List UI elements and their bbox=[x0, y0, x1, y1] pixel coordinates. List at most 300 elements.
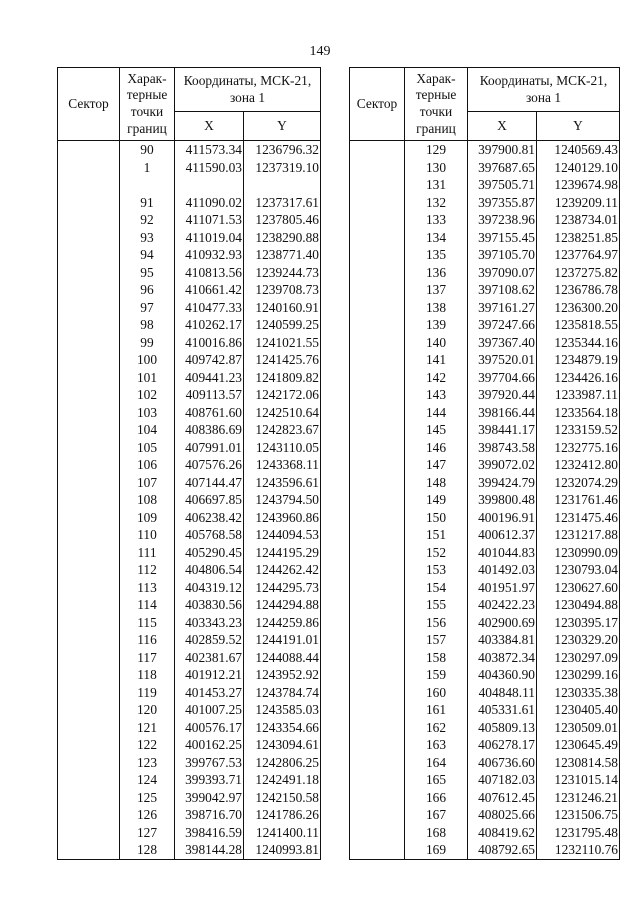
point-number: 121 bbox=[120, 719, 175, 737]
y-coordinate: 1231506.75 bbox=[537, 806, 620, 824]
table-row bbox=[58, 351, 321, 369]
sector-cell bbox=[58, 351, 120, 369]
x-coordinate: 410661.42 bbox=[175, 281, 244, 299]
x-coordinate: 407612.45 bbox=[468, 789, 537, 807]
table-row bbox=[58, 439, 321, 457]
sector-cell bbox=[350, 596, 405, 614]
table-row bbox=[350, 701, 620, 719]
point-number bbox=[120, 176, 175, 194]
y-coordinate: 1234426.16 bbox=[537, 369, 620, 387]
header-y: Y bbox=[537, 112, 620, 141]
sector-cell bbox=[58, 579, 120, 597]
point-number: 141 bbox=[405, 351, 468, 369]
x-coordinate: 399767.53 bbox=[175, 754, 244, 772]
x-coordinate: 408386.69 bbox=[175, 421, 244, 439]
y-coordinate: 1238290.88 bbox=[244, 229, 321, 247]
table-row bbox=[350, 579, 620, 597]
sector-cell bbox=[350, 544, 405, 562]
x-coordinate: 397105.70 bbox=[468, 246, 537, 264]
x-coordinate: 399072.02 bbox=[468, 456, 537, 474]
sector-cell bbox=[350, 701, 405, 719]
point-number: 113 bbox=[120, 579, 175, 597]
sector-cell bbox=[58, 631, 120, 649]
point-number: 99 bbox=[120, 334, 175, 352]
point-number: 125 bbox=[120, 789, 175, 807]
table-row bbox=[350, 841, 620, 859]
table-row bbox=[350, 614, 620, 632]
sector-cell bbox=[58, 719, 120, 737]
point-number: 1 bbox=[120, 159, 175, 177]
table-row bbox=[350, 246, 620, 264]
sector-cell bbox=[350, 281, 405, 299]
x-coordinate: 401492.03 bbox=[468, 561, 537, 579]
table-row bbox=[58, 491, 321, 509]
point-number: 162 bbox=[405, 719, 468, 737]
sector-cell bbox=[350, 666, 405, 684]
x-coordinate: 408419.62 bbox=[468, 824, 537, 842]
x-coordinate: 408761.60 bbox=[175, 404, 244, 422]
x-coordinate: 398716.70 bbox=[175, 806, 244, 824]
point-number: 131 bbox=[405, 176, 468, 194]
x-coordinate: 398441.17 bbox=[468, 421, 537, 439]
sector-cell bbox=[350, 421, 405, 439]
table-row bbox=[58, 561, 321, 579]
y-coordinate: 1231015.14 bbox=[537, 771, 620, 789]
x-coordinate: 397704.66 bbox=[468, 369, 537, 387]
table-row bbox=[350, 596, 620, 614]
table-row bbox=[350, 754, 620, 772]
point-number: 128 bbox=[120, 841, 175, 859]
table-row bbox=[58, 404, 321, 422]
point-number: 139 bbox=[405, 316, 468, 334]
y-coordinate: 1242150.58 bbox=[244, 789, 321, 807]
x-coordinate: 408792.65 bbox=[468, 841, 537, 859]
x-coordinate: 407182.03 bbox=[468, 771, 537, 789]
header-sector: Сектор bbox=[58, 68, 120, 141]
y-coordinate: 1232110.76 bbox=[537, 841, 620, 859]
x-coordinate: 406697.85 bbox=[175, 491, 244, 509]
x-coordinate: 397687.65 bbox=[468, 159, 537, 177]
table-row bbox=[58, 456, 321, 474]
table-row bbox=[58, 579, 321, 597]
table-row bbox=[58, 176, 321, 194]
sector-cell bbox=[58, 159, 120, 177]
point-number: 143 bbox=[405, 386, 468, 404]
table-row bbox=[58, 684, 321, 702]
sector-cell bbox=[350, 439, 405, 457]
sector-cell bbox=[58, 299, 120, 317]
sector-cell bbox=[350, 404, 405, 422]
y-coordinate: 1243960.86 bbox=[244, 509, 321, 527]
table-row bbox=[58, 194, 321, 212]
y-coordinate: 1237805.46 bbox=[244, 211, 321, 229]
point-number: 133 bbox=[405, 211, 468, 229]
sector-cell bbox=[350, 736, 405, 754]
y-coordinate: 1239244.73 bbox=[244, 264, 321, 282]
table-row bbox=[58, 701, 321, 719]
x-coordinate: 410477.33 bbox=[175, 299, 244, 317]
sector-cell bbox=[350, 386, 405, 404]
table-row bbox=[350, 736, 620, 754]
y-coordinate: 1233987.11 bbox=[537, 386, 620, 404]
x-coordinate: 404360.90 bbox=[468, 666, 537, 684]
y-coordinate: 1244262.42 bbox=[244, 561, 321, 579]
point-number: 111 bbox=[120, 544, 175, 562]
table-row bbox=[58, 334, 321, 352]
point-number: 115 bbox=[120, 614, 175, 632]
table-row bbox=[58, 736, 321, 754]
table-row bbox=[58, 754, 321, 772]
point-number: 98 bbox=[120, 316, 175, 334]
x-coordinate: 403872.34 bbox=[468, 649, 537, 667]
sector-cell bbox=[350, 561, 405, 579]
point-number: 132 bbox=[405, 194, 468, 212]
sector-cell bbox=[58, 841, 120, 859]
x-coordinate: 397367.40 bbox=[468, 334, 537, 352]
y-coordinate: 1240993.81 bbox=[244, 841, 321, 859]
point-number: 148 bbox=[405, 474, 468, 492]
header-point: Харак-терные точки границ bbox=[120, 68, 175, 141]
point-number: 134 bbox=[405, 229, 468, 247]
sector-cell bbox=[350, 649, 405, 667]
sector-cell bbox=[350, 491, 405, 509]
sector-cell bbox=[350, 719, 405, 737]
point-number: 152 bbox=[405, 544, 468, 562]
y-coordinate: 1231217.88 bbox=[537, 526, 620, 544]
table-row bbox=[350, 684, 620, 702]
point-number: 135 bbox=[405, 246, 468, 264]
sector-cell bbox=[350, 631, 405, 649]
x-coordinate: 403830.56 bbox=[175, 596, 244, 614]
point-number: 167 bbox=[405, 806, 468, 824]
sector-cell bbox=[58, 509, 120, 527]
x-coordinate: 400576.17 bbox=[175, 719, 244, 737]
point-number: 161 bbox=[405, 701, 468, 719]
table-row bbox=[58, 526, 321, 544]
y-coordinate: 1238251.85 bbox=[537, 229, 620, 247]
sector-cell bbox=[58, 334, 120, 352]
sector-cell bbox=[58, 614, 120, 632]
sector-cell bbox=[58, 264, 120, 282]
header-point: Харак-терные точки границ bbox=[405, 68, 468, 141]
sector-cell bbox=[58, 771, 120, 789]
table-row bbox=[58, 281, 321, 299]
table-row bbox=[350, 456, 620, 474]
point-number: 124 bbox=[120, 771, 175, 789]
point-number: 96 bbox=[120, 281, 175, 299]
x-coordinate: 399424.79 bbox=[468, 474, 537, 492]
point-number: 92 bbox=[120, 211, 175, 229]
sector-cell bbox=[58, 789, 120, 807]
page-number: 149 bbox=[309, 44, 331, 59]
table-row bbox=[58, 631, 321, 649]
table-row bbox=[58, 771, 321, 789]
y-coordinate: 1231246.21 bbox=[537, 789, 620, 807]
x-coordinate: 399800.48 bbox=[468, 491, 537, 509]
x-coordinate bbox=[175, 176, 244, 194]
coordinates-table-left bbox=[57, 67, 321, 860]
sector-cell bbox=[350, 614, 405, 632]
table-row bbox=[350, 369, 620, 387]
sector-cell bbox=[58, 596, 120, 614]
y-coordinate: 1238771.40 bbox=[244, 246, 321, 264]
point-number: 105 bbox=[120, 439, 175, 457]
y-coordinate: 1243596.61 bbox=[244, 474, 321, 492]
point-number: 160 bbox=[405, 684, 468, 702]
point-number: 165 bbox=[405, 771, 468, 789]
point-number: 118 bbox=[120, 666, 175, 684]
x-coordinate: 399042.97 bbox=[175, 789, 244, 807]
table-row bbox=[350, 439, 620, 457]
table-row bbox=[58, 141, 321, 159]
sector-cell bbox=[350, 194, 405, 212]
x-coordinate: 405768.58 bbox=[175, 526, 244, 544]
y-coordinate: 1237317.61 bbox=[244, 194, 321, 212]
sector-cell bbox=[350, 509, 405, 527]
table-row bbox=[350, 141, 620, 159]
point-number: 103 bbox=[120, 404, 175, 422]
point-number: 159 bbox=[405, 666, 468, 684]
point-number: 151 bbox=[405, 526, 468, 544]
y-coordinate: 1230990.09 bbox=[537, 544, 620, 562]
y-coordinate: 1230395.17 bbox=[537, 614, 620, 632]
point-number: 102 bbox=[120, 386, 175, 404]
table-row bbox=[350, 789, 620, 807]
x-coordinate: 411573.34 bbox=[175, 141, 244, 159]
point-number: 155 bbox=[405, 596, 468, 614]
table-row bbox=[350, 176, 620, 194]
point-number: 107 bbox=[120, 474, 175, 492]
y-coordinate: 1230329.20 bbox=[537, 631, 620, 649]
x-coordinate: 397355.87 bbox=[468, 194, 537, 212]
y-coordinate: 1230627.60 bbox=[537, 579, 620, 597]
point-number: 157 bbox=[405, 631, 468, 649]
sector-cell bbox=[58, 561, 120, 579]
y-coordinate: 1239708.73 bbox=[244, 281, 321, 299]
x-coordinate: 410262.17 bbox=[175, 316, 244, 334]
sector-cell bbox=[58, 824, 120, 842]
y-coordinate: 1243784.74 bbox=[244, 684, 321, 702]
y-coordinate: 1237764.97 bbox=[537, 246, 620, 264]
header-sector: Сектор bbox=[350, 68, 405, 141]
header-y: Y bbox=[244, 112, 321, 141]
header-coords: Координаты, МСК-21, зона 1 bbox=[468, 68, 620, 112]
y-coordinate: 1232074.29 bbox=[537, 474, 620, 492]
table-row bbox=[350, 771, 620, 789]
x-coordinate: 398416.59 bbox=[175, 824, 244, 842]
sector-cell bbox=[350, 264, 405, 282]
table-row bbox=[350, 824, 620, 842]
sector-cell bbox=[58, 666, 120, 684]
y-coordinate: 1243368.11 bbox=[244, 456, 321, 474]
y-coordinate: 1230814.58 bbox=[537, 754, 620, 772]
sector-cell bbox=[350, 229, 405, 247]
x-coordinate: 402422.23 bbox=[468, 596, 537, 614]
table-row bbox=[58, 719, 321, 737]
x-coordinate: 397238.96 bbox=[468, 211, 537, 229]
y-coordinate: 1243110.05 bbox=[244, 439, 321, 457]
sector-cell bbox=[350, 684, 405, 702]
y-coordinate: 1242510.64 bbox=[244, 404, 321, 422]
point-number: 126 bbox=[120, 806, 175, 824]
y-coordinate: 1235344.16 bbox=[537, 334, 620, 352]
x-coordinate: 397520.01 bbox=[468, 351, 537, 369]
table-row bbox=[350, 229, 620, 247]
point-number: 150 bbox=[405, 509, 468, 527]
table-row bbox=[350, 561, 620, 579]
table-row bbox=[350, 404, 620, 422]
sector-cell bbox=[58, 754, 120, 772]
x-coordinate: 402381.67 bbox=[175, 649, 244, 667]
y-coordinate: 1242806.25 bbox=[244, 754, 321, 772]
table-row bbox=[58, 789, 321, 807]
sector-cell bbox=[58, 736, 120, 754]
point-number: 91 bbox=[120, 194, 175, 212]
point-number: 95 bbox=[120, 264, 175, 282]
point-number: 119 bbox=[120, 684, 175, 702]
table-row bbox=[58, 246, 321, 264]
sector-cell bbox=[350, 789, 405, 807]
table-row bbox=[350, 806, 620, 824]
y-coordinate: 1238734.01 bbox=[537, 211, 620, 229]
x-coordinate: 402859.52 bbox=[175, 631, 244, 649]
y-coordinate: 1236796.32 bbox=[244, 141, 321, 159]
y-coordinate: 1244295.73 bbox=[244, 579, 321, 597]
sector-cell bbox=[350, 211, 405, 229]
x-coordinate: 397247.66 bbox=[468, 316, 537, 334]
sector-cell bbox=[58, 456, 120, 474]
y-coordinate: 1232775.16 bbox=[537, 439, 620, 457]
y-coordinate: 1244094.53 bbox=[244, 526, 321, 544]
point-number: 138 bbox=[405, 299, 468, 317]
point-number: 104 bbox=[120, 421, 175, 439]
point-number: 154 bbox=[405, 579, 468, 597]
point-number: 114 bbox=[120, 596, 175, 614]
table-row bbox=[350, 526, 620, 544]
x-coordinate: 406238.42 bbox=[175, 509, 244, 527]
sector-cell bbox=[350, 526, 405, 544]
sector-cell bbox=[58, 386, 120, 404]
x-coordinate: 411590.03 bbox=[175, 159, 244, 177]
table-row bbox=[350, 159, 620, 177]
x-coordinate: 407576.26 bbox=[175, 456, 244, 474]
x-coordinate: 410932.93 bbox=[175, 246, 244, 264]
table-row bbox=[350, 666, 620, 684]
table-row bbox=[58, 229, 321, 247]
sector-cell bbox=[58, 421, 120, 439]
sector-cell bbox=[350, 824, 405, 842]
table-row bbox=[58, 614, 321, 632]
sector-cell bbox=[58, 701, 120, 719]
sector-cell bbox=[350, 754, 405, 772]
point-number: 137 bbox=[405, 281, 468, 299]
sector-cell bbox=[58, 246, 120, 264]
sector-cell bbox=[350, 806, 405, 824]
point-number: 109 bbox=[120, 509, 175, 527]
x-coordinate: 410016.86 bbox=[175, 334, 244, 352]
y-coordinate: 1236300.20 bbox=[537, 299, 620, 317]
table-row bbox=[350, 421, 620, 439]
sector-cell bbox=[350, 771, 405, 789]
point-number: 112 bbox=[120, 561, 175, 579]
x-coordinate: 397161.27 bbox=[468, 299, 537, 317]
sector-cell bbox=[58, 141, 120, 159]
y-coordinate: 1242823.67 bbox=[244, 421, 321, 439]
point-number: 110 bbox=[120, 526, 175, 544]
point-number: 123 bbox=[120, 754, 175, 772]
table-row bbox=[350, 474, 620, 492]
table-row bbox=[58, 316, 321, 334]
y-coordinate bbox=[244, 176, 321, 194]
sector-cell bbox=[350, 351, 405, 369]
x-coordinate: 407991.01 bbox=[175, 439, 244, 457]
sector-cell bbox=[58, 474, 120, 492]
sector-cell bbox=[350, 141, 405, 159]
sector-cell bbox=[58, 684, 120, 702]
y-coordinate: 1241425.76 bbox=[244, 351, 321, 369]
table-row bbox=[350, 719, 620, 737]
header-x: X bbox=[468, 112, 537, 141]
point-number: 166 bbox=[405, 789, 468, 807]
y-coordinate: 1243094.61 bbox=[244, 736, 321, 754]
y-coordinate: 1230297.09 bbox=[537, 649, 620, 667]
x-coordinate: 398144.28 bbox=[175, 841, 244, 859]
y-coordinate: 1233159.52 bbox=[537, 421, 620, 439]
coordinates-table-right bbox=[349, 67, 620, 860]
y-coordinate: 1233564.18 bbox=[537, 404, 620, 422]
sector-cell bbox=[58, 526, 120, 544]
point-number: 94 bbox=[120, 246, 175, 264]
table-row bbox=[350, 386, 620, 404]
y-coordinate: 1231795.48 bbox=[537, 824, 620, 842]
table-row bbox=[350, 281, 620, 299]
point-number: 130 bbox=[405, 159, 468, 177]
table-row bbox=[58, 421, 321, 439]
point-number: 116 bbox=[120, 631, 175, 649]
y-coordinate: 1243794.50 bbox=[244, 491, 321, 509]
x-coordinate: 397505.71 bbox=[468, 176, 537, 194]
x-coordinate: 405809.13 bbox=[468, 719, 537, 737]
table-row bbox=[58, 824, 321, 842]
sector-cell bbox=[350, 299, 405, 317]
y-coordinate: 1244191.01 bbox=[244, 631, 321, 649]
point-number: 153 bbox=[405, 561, 468, 579]
y-coordinate: 1230494.88 bbox=[537, 596, 620, 614]
x-coordinate: 411090.02 bbox=[175, 194, 244, 212]
point-number: 142 bbox=[405, 369, 468, 387]
x-coordinate: 401912.21 bbox=[175, 666, 244, 684]
x-coordinate: 403343.23 bbox=[175, 614, 244, 632]
table-row bbox=[350, 351, 620, 369]
sector-cell bbox=[58, 281, 120, 299]
table-row bbox=[58, 474, 321, 492]
point-number: 147 bbox=[405, 456, 468, 474]
point-number: 158 bbox=[405, 649, 468, 667]
table-row bbox=[350, 211, 620, 229]
point-number: 122 bbox=[120, 736, 175, 754]
point-number: 156 bbox=[405, 614, 468, 632]
table-row bbox=[58, 544, 321, 562]
sector-cell bbox=[58, 544, 120, 562]
y-coordinate: 1240599.25 bbox=[244, 316, 321, 334]
header-x: X bbox=[175, 112, 244, 141]
point-number: 149 bbox=[405, 491, 468, 509]
point-number: 117 bbox=[120, 649, 175, 667]
y-coordinate: 1240129.10 bbox=[537, 159, 620, 177]
x-coordinate: 409113.57 bbox=[175, 386, 244, 404]
y-coordinate: 1244195.29 bbox=[244, 544, 321, 562]
x-coordinate: 409441.23 bbox=[175, 369, 244, 387]
